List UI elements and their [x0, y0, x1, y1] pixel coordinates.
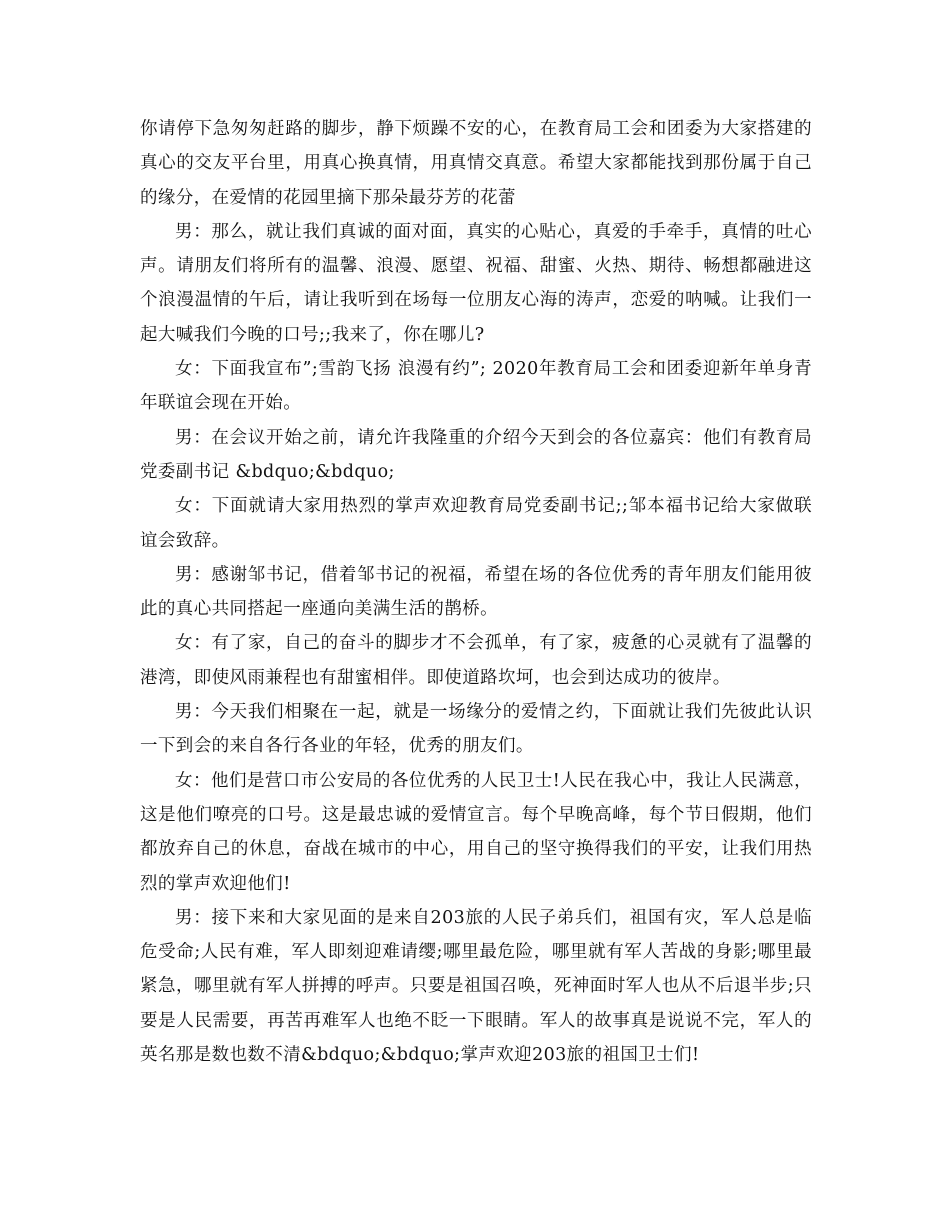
paragraph-female-3: 女：有了家，自己的奋斗的脚步才不会孤单，有了家，疲惫的心灵就有了温馨的港湾，即使风雨兼程也有甜蜜相伴。即使道路坎坷，也会到达成功的彼岸。: [140, 633, 812, 688]
paragraph-male-2: 男：在会议开始之前，请允许我隆重的介绍今天到会的各位嘉宾：他们有教育局党委副书记 &bdquo;&bdquo;: [140, 427, 812, 482]
paragraph-male-3: 男：感谢邹书记，借着邹书记的祝福，希望在场的各位优秀的青年朋友们能用彼此的真心共同搭起一座通向美满生活的鹊桥。: [140, 564, 812, 620]
paragraph-female-1: 女：下面我宣布”;雪韵飞扬 浪漫有约”; 2020年教育局工会和团委迎新年单身青年联谊会现在开始。: [140, 359, 812, 414]
paragraph-male-4: 男：今天我们相聚在一起，就是一场缘分的爱情之约，下面就让我们先彼此认识一下到会的来自各行各业的年轻，优秀的朋友们。: [140, 702, 812, 757]
paragraph-male-5: 男：接下来和大家见面的是来自203旅的人民子弟兵们，祖国有灾，军人总是临危受命;人民有难，军人即刻迎难请缨;哪里最危险，哪里就有军人苦战的身影;哪里最紧急，哪里就有军人拼搏的呼声。只要是祖国召唤，死神面时军人也从不后退半步;只要是人民需要，再苦再难军人也绝不眨一下眼睛。军人的故事真是说说不完，军人的英名那是数也数不清&bdquo;&bdquo;掌声欢迎203旅的祖国卫士们!: [140, 907, 812, 1066]
document-body: [140, 112, 812, 1072]
paragraph-male-1: 男：那么，就让我们真诚的面对面，真实的心贴心，真爱的手牵手，真情的吐心声。请朋友们将所有的温馨、浪漫、愿望、祝福、甜蜜、火热、期待、畅想都融进这个浪漫温情的午后，请让我听到在场每一位朋友心海的涛声，恋爱的呐喊。让我们一起大喊我们今晚的口号;;我来了，你在哪儿?: [140, 221, 812, 345]
paragraph-intro: 你请停下急匆匆赶路的脚步，静下烦躁不安的心，在教育局工会和团委为大家搭建的真心的交友平台里，用真心换真情，用真情交真意。希望大家都能找到那份属于自己的缘分，在爱情的花园里摘下那朵最芬芳的花蕾: [140, 119, 812, 208]
paragraph-female-2: 女：下面就请大家用热烈的掌声欢迎教育局党委副书记;;邹本福书记给大家做联谊会致辞。: [140, 496, 812, 551]
paragraph-female-4: 女：他们是营口市公安局的各位优秀的人民卫士!人民在我心中，我让人民满意，这是他们嘹亮的口号。这是最忠诚的爱情宣言。每个早晚高峰，每个节日假期，他们都放弃自己的休息，奋战在城市的中心，用自己的坚守换得我们的平安，让我们用热烈的掌声欢迎他们!: [140, 770, 812, 894]
